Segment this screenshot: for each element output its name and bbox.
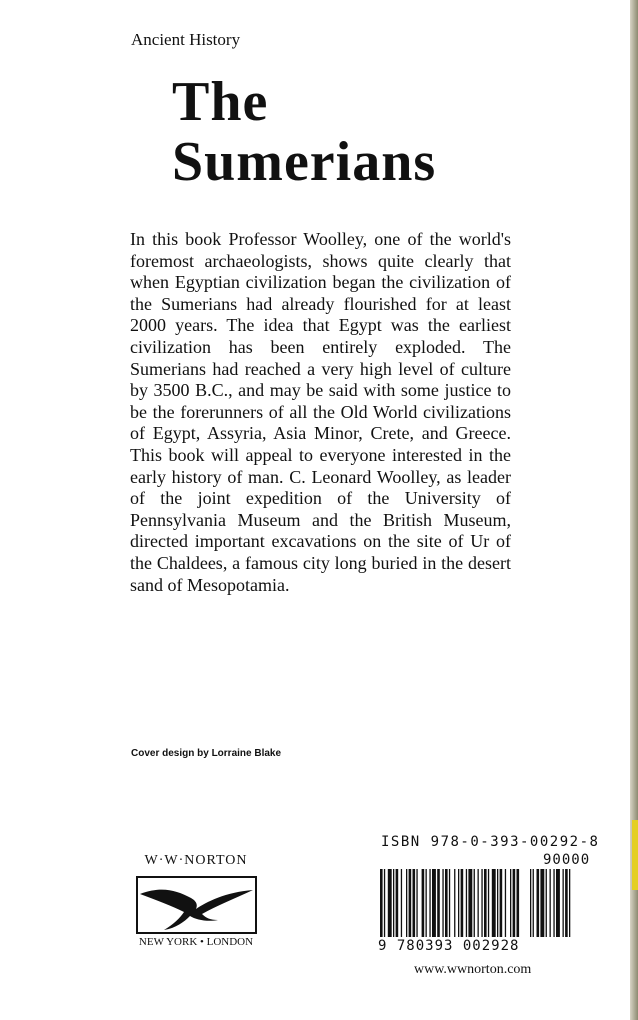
publisher-url: www.wwnorton.com xyxy=(414,962,532,977)
book-blurb: In this book Professor Woolley, one of the world's foremost archaeologists, shows quite clearly that when Egyptian civilization began the civilization of the Sumerians had already flourished for at least 2000 years. The idea that Egypt was the earliest civilization has been entirely exploded. The Sumerians had reached a very high level of culture by 3500 B.C., and may be said with some justice to be the forerunners of all the Old World civilizations of Egypt, Assyria, Asia Minor, Crete, and Greece. This book will appeal to everyone interested in the early history of man. C. Leonard Woolley, as leader of the joint expedition of the University of Pennsylvania Museum and the British Museum, directed important excavations on the site of Ur of the Chaldees, a famous city long buried in the desert sand of Mesopotamia. xyxy=(130,229,511,595)
barcode-graphic xyxy=(380,869,571,937)
category-label: Ancient History xyxy=(131,30,241,49)
isbn-text: ISBN 978-0-393-00292-8 xyxy=(381,834,600,850)
book-title xyxy=(172,72,436,192)
publisher-name: W·W·NORTON xyxy=(144,853,248,868)
title-line-2: Sumerians xyxy=(172,131,437,193)
price-code: 90000 xyxy=(543,852,591,868)
publisher-cities: NEW YORK • LONDON xyxy=(138,936,254,948)
cover-credit: Cover design by Lorraine Blake xyxy=(131,748,282,759)
seagull-logo-icon xyxy=(136,876,257,934)
title-line-1: The xyxy=(172,71,269,133)
barcode-digits: 9 780393 002928 xyxy=(378,938,520,954)
cover-edge-stripe xyxy=(632,820,638,890)
